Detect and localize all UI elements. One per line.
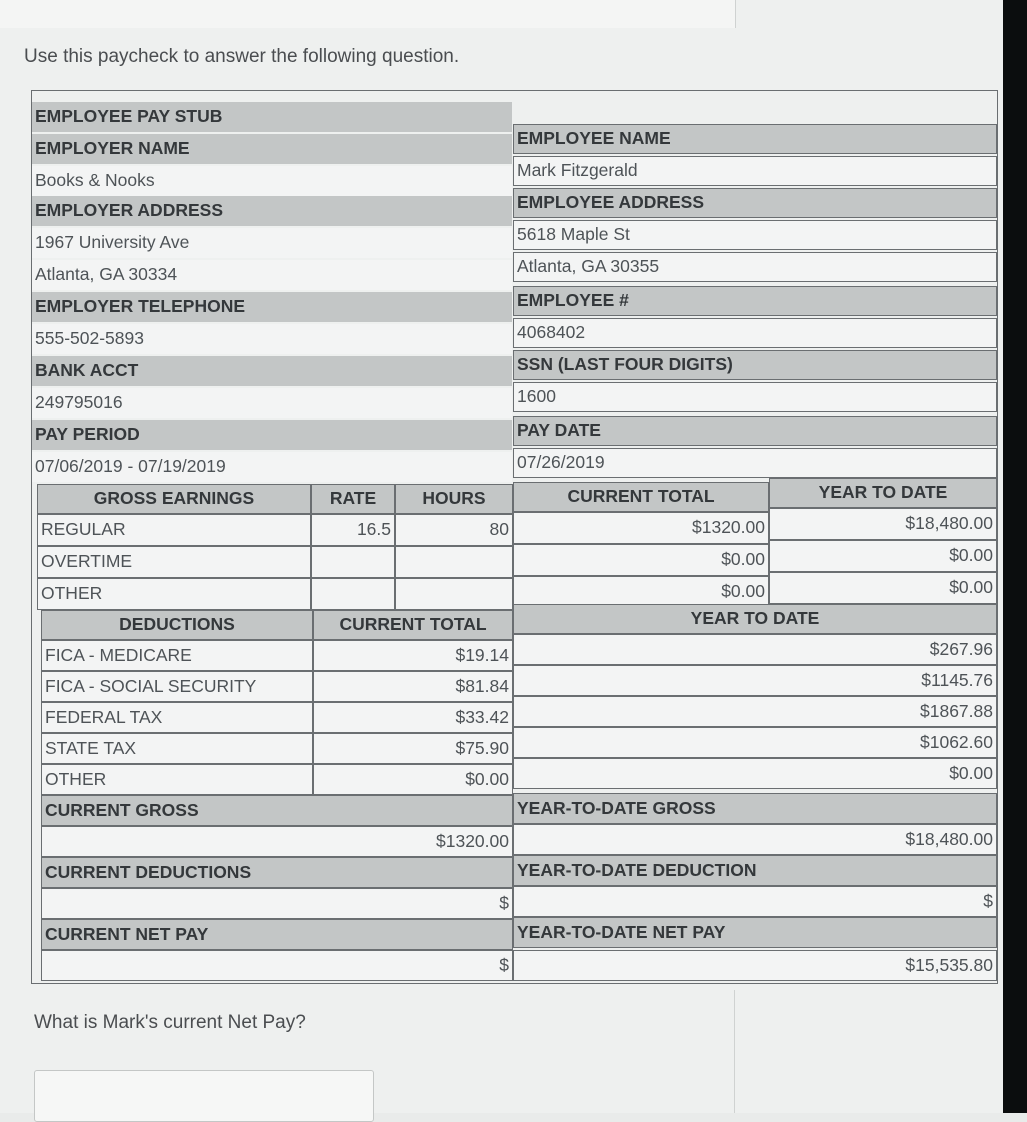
ytd-deduction-value: $ [513,886,997,917]
deduction-row-current: $81.84 [313,671,513,702]
hours-header: HOURS [395,484,513,514]
pay-date-label: PAY DATE [513,416,997,446]
current-total-header: CURRENT TOTAL [513,482,769,512]
pay-period: 07/06/2019 - 07/19/2019 [32,452,512,482]
ytd-net-pay-label: YEAR-TO-DATE NET PAY [513,917,997,948]
ytd-deduction-label: YEAR-TO-DATE DEDUCTION [513,855,997,886]
earnings-row-current: $0.00 [513,576,769,608]
employee-address-label: EMPLOYEE ADDRESS [513,188,997,218]
ytd-gross-label: YEAR-TO-DATE GROSS [513,793,997,824]
deductions-header: DEDUCTIONS [41,610,313,640]
top-band [0,0,736,28]
answer-input[interactable] [34,1070,374,1122]
question-text: What is Mark's current Net Pay? [34,1012,306,1033]
employee-name-label: EMPLOYEE NAME [513,124,997,154]
screen-bezel [1003,0,1027,1113]
earnings-row-current: $0.00 [513,544,769,576]
earnings-row-label: OVERTIME [37,546,311,578]
deduction-row-label: STATE TAX [41,733,313,764]
year-to-date-header: YEAR TO DATE [769,478,997,508]
earnings-row-hours: 80 [395,514,513,546]
earnings-row-label: REGULAR [37,514,311,546]
earnings-row-current: $1320.00 [513,512,769,544]
pay-date: 07/26/2019 [513,448,997,478]
earnings-row-rate [311,546,395,578]
deduction-row-current: $19.14 [313,640,513,671]
pay-period-label: PAY PERIOD [32,420,512,450]
employer-name-label: EMPLOYER NAME [32,134,512,164]
employer-address-line2: Atlanta, GA 30334 [32,260,512,290]
deduction-row-current: $33.42 [313,702,513,733]
deduction-row-ytd: $1867.88 [513,696,997,727]
stub-title: EMPLOYEE PAY STUB [32,102,512,132]
deduction-row-label: FICA - SOCIAL SECURITY [41,671,313,702]
earnings-row-rate: 16.5 [311,514,395,546]
bank-acct: 249795016 [32,388,512,418]
deduction-row-ytd: $1062.60 [513,727,997,758]
earnings-row-ytd: $0.00 [769,572,997,604]
employer-telephone: 555-502-5893 [32,324,512,354]
employer-address-label: EMPLOYER ADDRESS [32,196,512,226]
instructions-text: Use this paycheck to answer the following question. [24,46,460,67]
earnings-row-rate [311,578,395,610]
employee-number-label: EMPLOYEE # [513,286,997,316]
current-deductions-value: $ [41,888,513,919]
ytd-gross-value: $18,480.00 [513,824,997,855]
current-deductions-label: CURRENT DEDUCTIONS [41,857,513,888]
employer-address-line1: 1967 University Ave [32,228,512,258]
current-net-pay-value: $ [41,950,513,981]
earnings-row-label: OTHER [37,578,311,610]
deductions-ytd-header: YEAR TO DATE [513,604,997,634]
deduction-row-ytd: $1145.76 [513,665,997,696]
employee-address-line1: 5618 Maple St [513,220,997,250]
earnings-row-hours [395,578,513,610]
employer-name: Books & Nooks [32,166,512,196]
deduction-row-current: $75.90 [313,733,513,764]
deduction-row-ytd: $0.00 [513,758,997,789]
deduction-row-label: OTHER [41,764,313,795]
employer-telephone-label: EMPLOYER TELEPHONE [32,292,512,322]
employee-name: Mark Fitzgerald [513,156,997,186]
pay-stub-table [31,90,998,984]
deduction-row-label: FICA - MEDICARE [41,640,313,671]
earnings-row-ytd: $18,480.00 [769,508,997,540]
current-net-pay-label: CURRENT NET PAY [41,919,513,950]
deductions-current-total-header: CURRENT TOTAL [313,610,513,640]
column-divider [734,990,735,1113]
deduction-row-label: FEDERAL TAX [41,702,313,733]
deduction-row-ytd: $267.96 [513,634,997,665]
current-gross-label: CURRENT GROSS [41,795,513,826]
earnings-row-hours [395,546,513,578]
ytd-net-pay-value: $15,535.80 [513,950,997,981]
deduction-row-current: $0.00 [313,764,513,795]
employee-number: 4068402 [513,318,997,348]
current-gross-value: $1320.00 [41,826,513,857]
gross-earnings-header: GROSS EARNINGS [37,484,311,514]
employee-address-line2: Atlanta, GA 30355 [513,252,997,282]
rate-header: RATE [311,484,395,514]
ssn-label: SSN (LAST FOUR DIGITS) [513,350,997,380]
earnings-row-ytd: $0.00 [769,540,997,572]
bank-acct-label: BANK ACCT [32,356,512,386]
ssn-last-four: 1600 [513,382,997,412]
